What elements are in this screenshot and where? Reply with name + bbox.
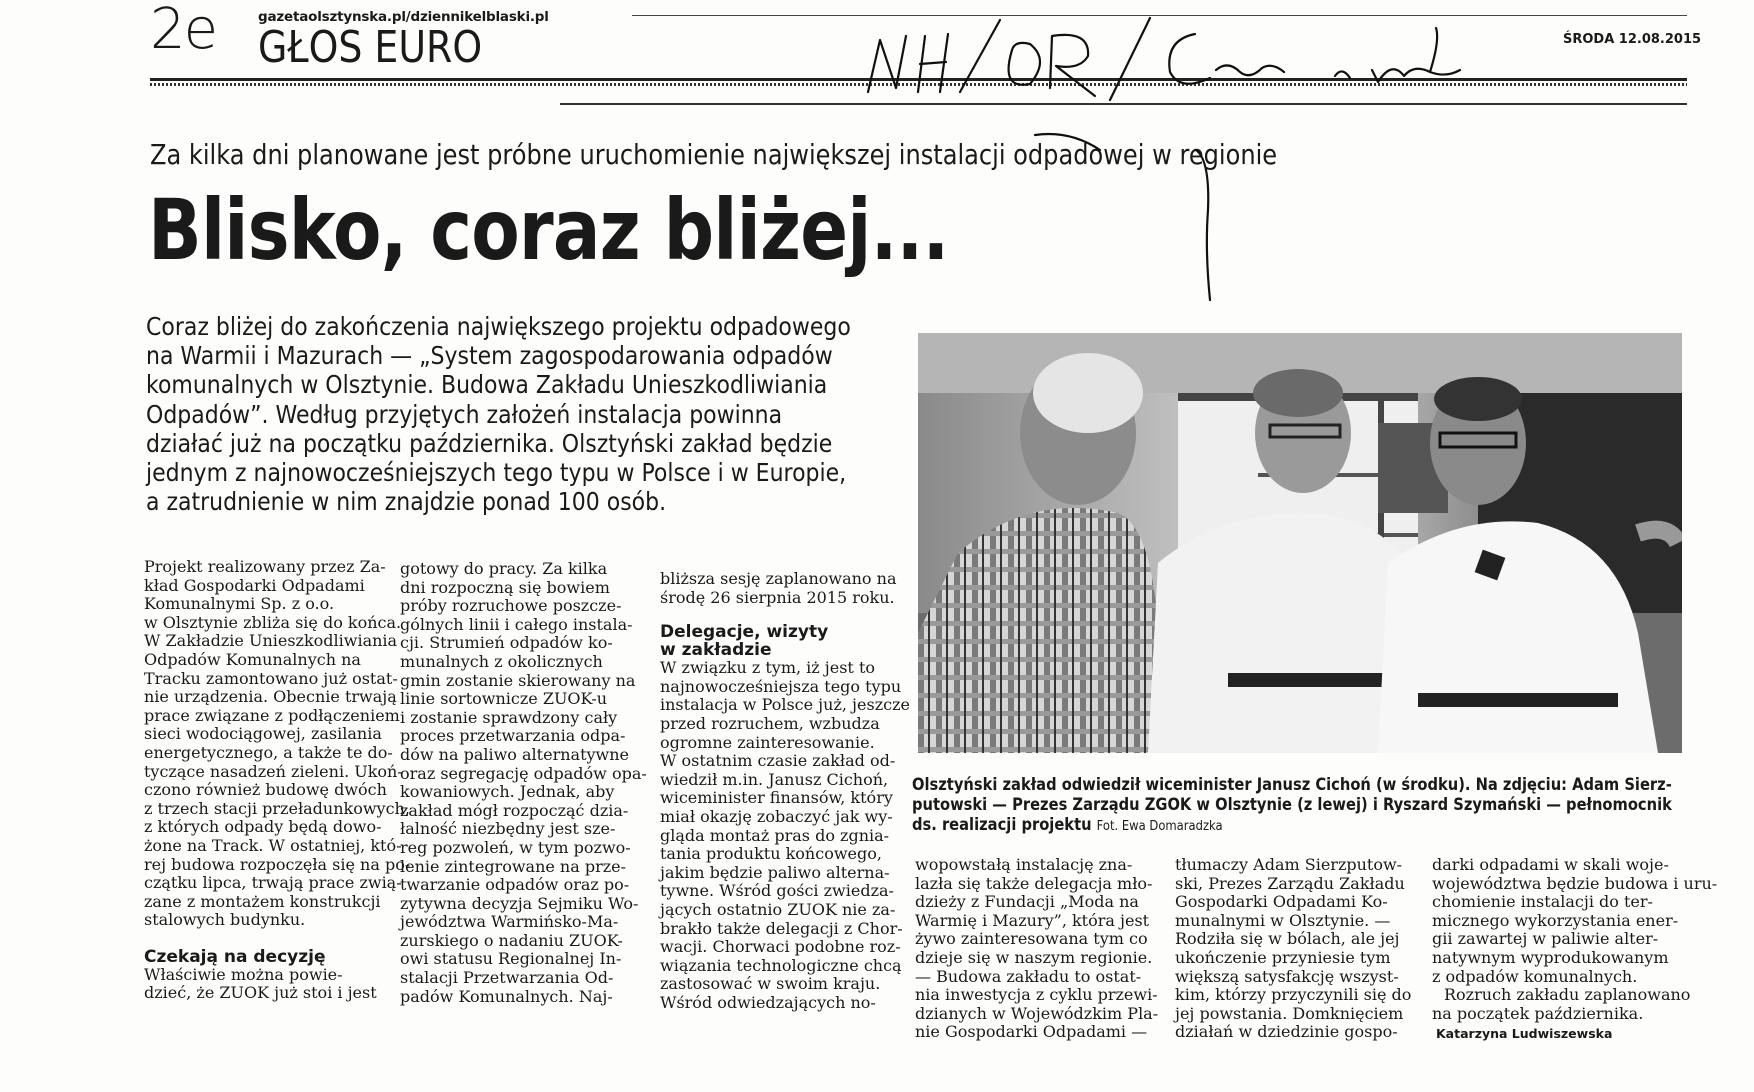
text-line: wacji. Chorwaci podobne roz- [660,937,901,957]
text-line: reg pozwoleń, w tym pozwo- [400,837,631,857]
text-line: najnowocześniejsza tego typu [660,676,902,696]
text-line: energetycznego, a także te do- [144,742,393,762]
text-line: twarzanie odpadów oraz po- [400,875,630,895]
text-line: z których odpady będą dowo- [144,817,382,837]
text-line: cji. Strumień odpadów ko- [400,633,613,653]
text-line: większą satysfakcję wszyst- [1175,966,1399,986]
text-line: gii zawartej w paliwie alter- [1432,929,1659,949]
text-line: Rozruch zakładu zaplanowano [1444,985,1691,1005]
text-line: przed rozruchem, wzbudza [660,713,880,733]
text-line: munalnymi w Olsztynie. — [1175,910,1391,930]
photo-credit: Fot. Ewa Domaradzka [1096,819,1223,834]
text-line: prace związane z podłączeniem [144,705,400,725]
text-line: na początek października. [1432,1003,1644,1023]
page-number: 2e [150,0,217,62]
article-author: Katarzyna Ludwiszewska [1436,1026,1613,1042]
lead-line: Coraz bliżej do zakończenia największego projektu odpadowego [146,312,851,341]
text-line: kowaniowych. Jednak, aby [400,782,615,802]
text-line: zakład mógł rozpocząć dzia- [400,800,629,820]
text-line: z trzech stacji przeładunkowych, [144,798,410,818]
text-line: Projekt realizowany przez Za- [144,557,386,576]
lead-line: jednym z najnowocześniejszych tego typu w Polsce i w Europie, [146,458,847,488]
text-line: gmin zostanie skierowany na [400,670,636,690]
text-line: W związku z tym, iż jest to [660,658,876,678]
text-line: dzieży z Fundacji „Moda na [915,892,1139,912]
text-line: W Zakładzie Unieszkodliwiania [144,631,398,651]
text-line: z odpadów komunalnych. [1432,966,1638,986]
headline: Blisko, coraz bliżej... [148,181,949,279]
text-line: instalacja w Polsce już, jeszcze [660,695,910,715]
text-line: jących ostatnio ZUOK nie za- [660,899,896,919]
text-line: środę 26 sierpnia 2015 roku. [660,587,895,607]
text-line: działań w dziedzinie gospo- [1175,1022,1398,1042]
text-line: żone na Track. W ostatniej, któ- [144,835,402,855]
text-line: miał okazję zobaczyć jak wy- [660,806,893,826]
masthead-urls: gazetaolsztynska.pl/dziennikelblaski.pl [258,9,549,25]
text-line: W ostatnim czasie zakład od- [660,751,896,771]
text-line: proces przetwarzania odpa- [400,726,626,746]
text-line: i zostanie sprawdzony cały [400,707,618,727]
text-line: sieci wodociągowej, zasilania [144,724,382,744]
text-line: jakim będzie paliwo alterna- [660,862,890,882]
text-line: próby rozruchowe poszcze- [400,596,622,616]
text-line: micznego wykorzystania ener- [1432,910,1679,930]
text-line: natywnym wyprodukowanym [1432,947,1669,967]
caption-line: Olsztyński zakład odwiedził wiceminister Janusz Cichoń (w środku). Na zdjęciu: Adam Sierz- [912,775,1672,794]
text-line: zurskiego o nadaniu ZUOK- [400,930,623,950]
text-line: dzianych w Wojewódzkim Pla- [915,1003,1159,1023]
text-line: chomienie instalacji do ter- [1432,892,1653,912]
text-line: rej budowa rozpoczęła się na po- [144,854,411,874]
text-line: Komunalnymi Sp. z o.o. [144,594,335,614]
text-line: dni rozpoczną się bowiem [400,577,610,597]
text-line: zastosować w swoim kraju. [660,974,881,994]
subheading: Czekają na decyzję [144,946,326,967]
text-line: nie urządzenia. Obecnie trwają [144,687,397,707]
text-line: czątku lipca, trwają prace zwią- [144,873,402,893]
text-line: wiceminister finansów, który [660,788,893,808]
text-line: wiedził m.in. Janusz Cichoń, [660,769,889,789]
text-line: stalacji Przetwarzania Od- [400,968,614,988]
text-line: munalnych z okolicznych [400,651,603,671]
text-line: owi statusu Regionalnej In- [400,949,622,969]
text-line: jewództwa Warmińsko-Ma- [400,912,619,932]
text-line: wiązania technologiczne chcą [660,955,902,975]
text-line: dów na paliwo alternatywne [400,744,629,764]
text-line: zane z montażem konstrukcji [144,891,381,911]
text-line: lazła się także delegacja mło- [915,873,1153,893]
text-line: kim, którzy przyczynili się do [1175,985,1412,1005]
lead-line: Odpadów”. Według przyjętych założeń instalacja powinna [146,399,783,429]
lead-line: a zatrudnienie w nim znajdzie ponad 100 osób. [146,487,667,517]
text-line: wopowstałą instalację zna- [915,855,1133,874]
text-line: kład Gospodarki Odpadami [144,575,365,595]
text-line: żywo zainteresowana tym co [915,929,1148,949]
text-line: Odpadów Komunalnych na [144,649,361,669]
text-line: tania produktu końcowego, [660,844,882,864]
text-line: tłumaczy Adam Sierzputow- [1175,855,1403,874]
text-line: tyczące nasadzeń zieleni. Ukoń- [144,761,403,781]
text-line: łalność niezbędny jest sze- [400,819,616,839]
text-line: gólnych linii i całego instala- [400,614,633,634]
text-line: ski, Prezes Zarządu Zakładu [1175,873,1405,893]
text-line: czono również budowę dwóch [144,780,387,800]
text-line: nia inwestycja z cyklu przewi- [915,985,1158,1005]
text-line: nie Gospodarki Odpadami — [915,1022,1148,1042]
lead-line: na Warmii i Mazurach — „System zagospodarowania odpadów [146,341,833,371]
text-line: Wśród odwiedzających no- [660,992,876,1012]
caption-line-end: ds. realizacji projektu [912,815,1092,834]
text-line: darki odpadami w skali woje- [1432,855,1669,874]
subheading-line: w zakładzie [660,640,772,661]
text-line: Właściwie można powie- [144,964,343,984]
text-line: stalowych budynku. [144,910,306,930]
lead-line: komunalnych w Olsztynie. Budowa Zakładu Unieszkodliwiania [146,370,828,400]
text-line: lenie zintegrowane na prze- [400,856,627,876]
text-line: — Budowa zakładu to ostat- [915,966,1142,986]
text-line: dzieje się w naszym regionie. [915,947,1153,967]
section-title: GŁOS EURO [258,22,483,73]
text-line: Warmię i Mazury”, która jest [915,910,1150,930]
text-line: ukończenie przyniesie tym [1175,947,1391,967]
text-line: dzieć, że ZUOK już stoi i jest [144,983,377,1003]
text-line: brakło także delegacji z Chor- [660,918,903,938]
text-line: Rodziła się w bólach, ale jej [1175,929,1400,949]
text-line: oraz segregację odpadów opa- [400,763,647,783]
text-line: gotowy do pracy. Za kilka [400,559,608,578]
subheading-line: Delegacje, wizyty [660,622,829,643]
lead-line: działać już na początku października. Olsztyński zakład będzie [146,428,833,458]
text-line: padów Komunalnych. Naj- [400,986,613,1006]
text-line: Tracku zamontowano już ostat- [144,668,398,688]
text-line: gląda montaż pras do zgnia- [660,825,890,845]
issue-date: ŚRODA 12.08.2015 [1563,32,1702,47]
text-line: tywne. Wśród gości zwiedza- [660,881,894,901]
text-line: bliższa sesję zaplanowano na [660,569,897,588]
text-line: ogromne zainteresowanie. [660,732,875,752]
text-line: linie sortownicze ZUOK-u [400,689,608,709]
text-line: województwa będzie budowa i uru- [1432,873,1718,893]
caption-line: putowski — Prezes Zarządu ZGOK w Olsztynie (z lewej) i Ryszard Szymański — pełnomocnik [912,795,1672,814]
kicker: Za kilka dni planowane jest próbne uruchomienie największej instalacji odpadowej w regionie [150,138,1278,171]
text-line: Gospodarki Odpadami Ko- [1175,892,1388,912]
text-line: zytywna decyzja Sejmiku Wo- [400,893,639,913]
text-line: w Olsztynie zbliża się do końca. [144,612,402,632]
text-line: jej powstania. Domknięciem [1175,1003,1404,1023]
